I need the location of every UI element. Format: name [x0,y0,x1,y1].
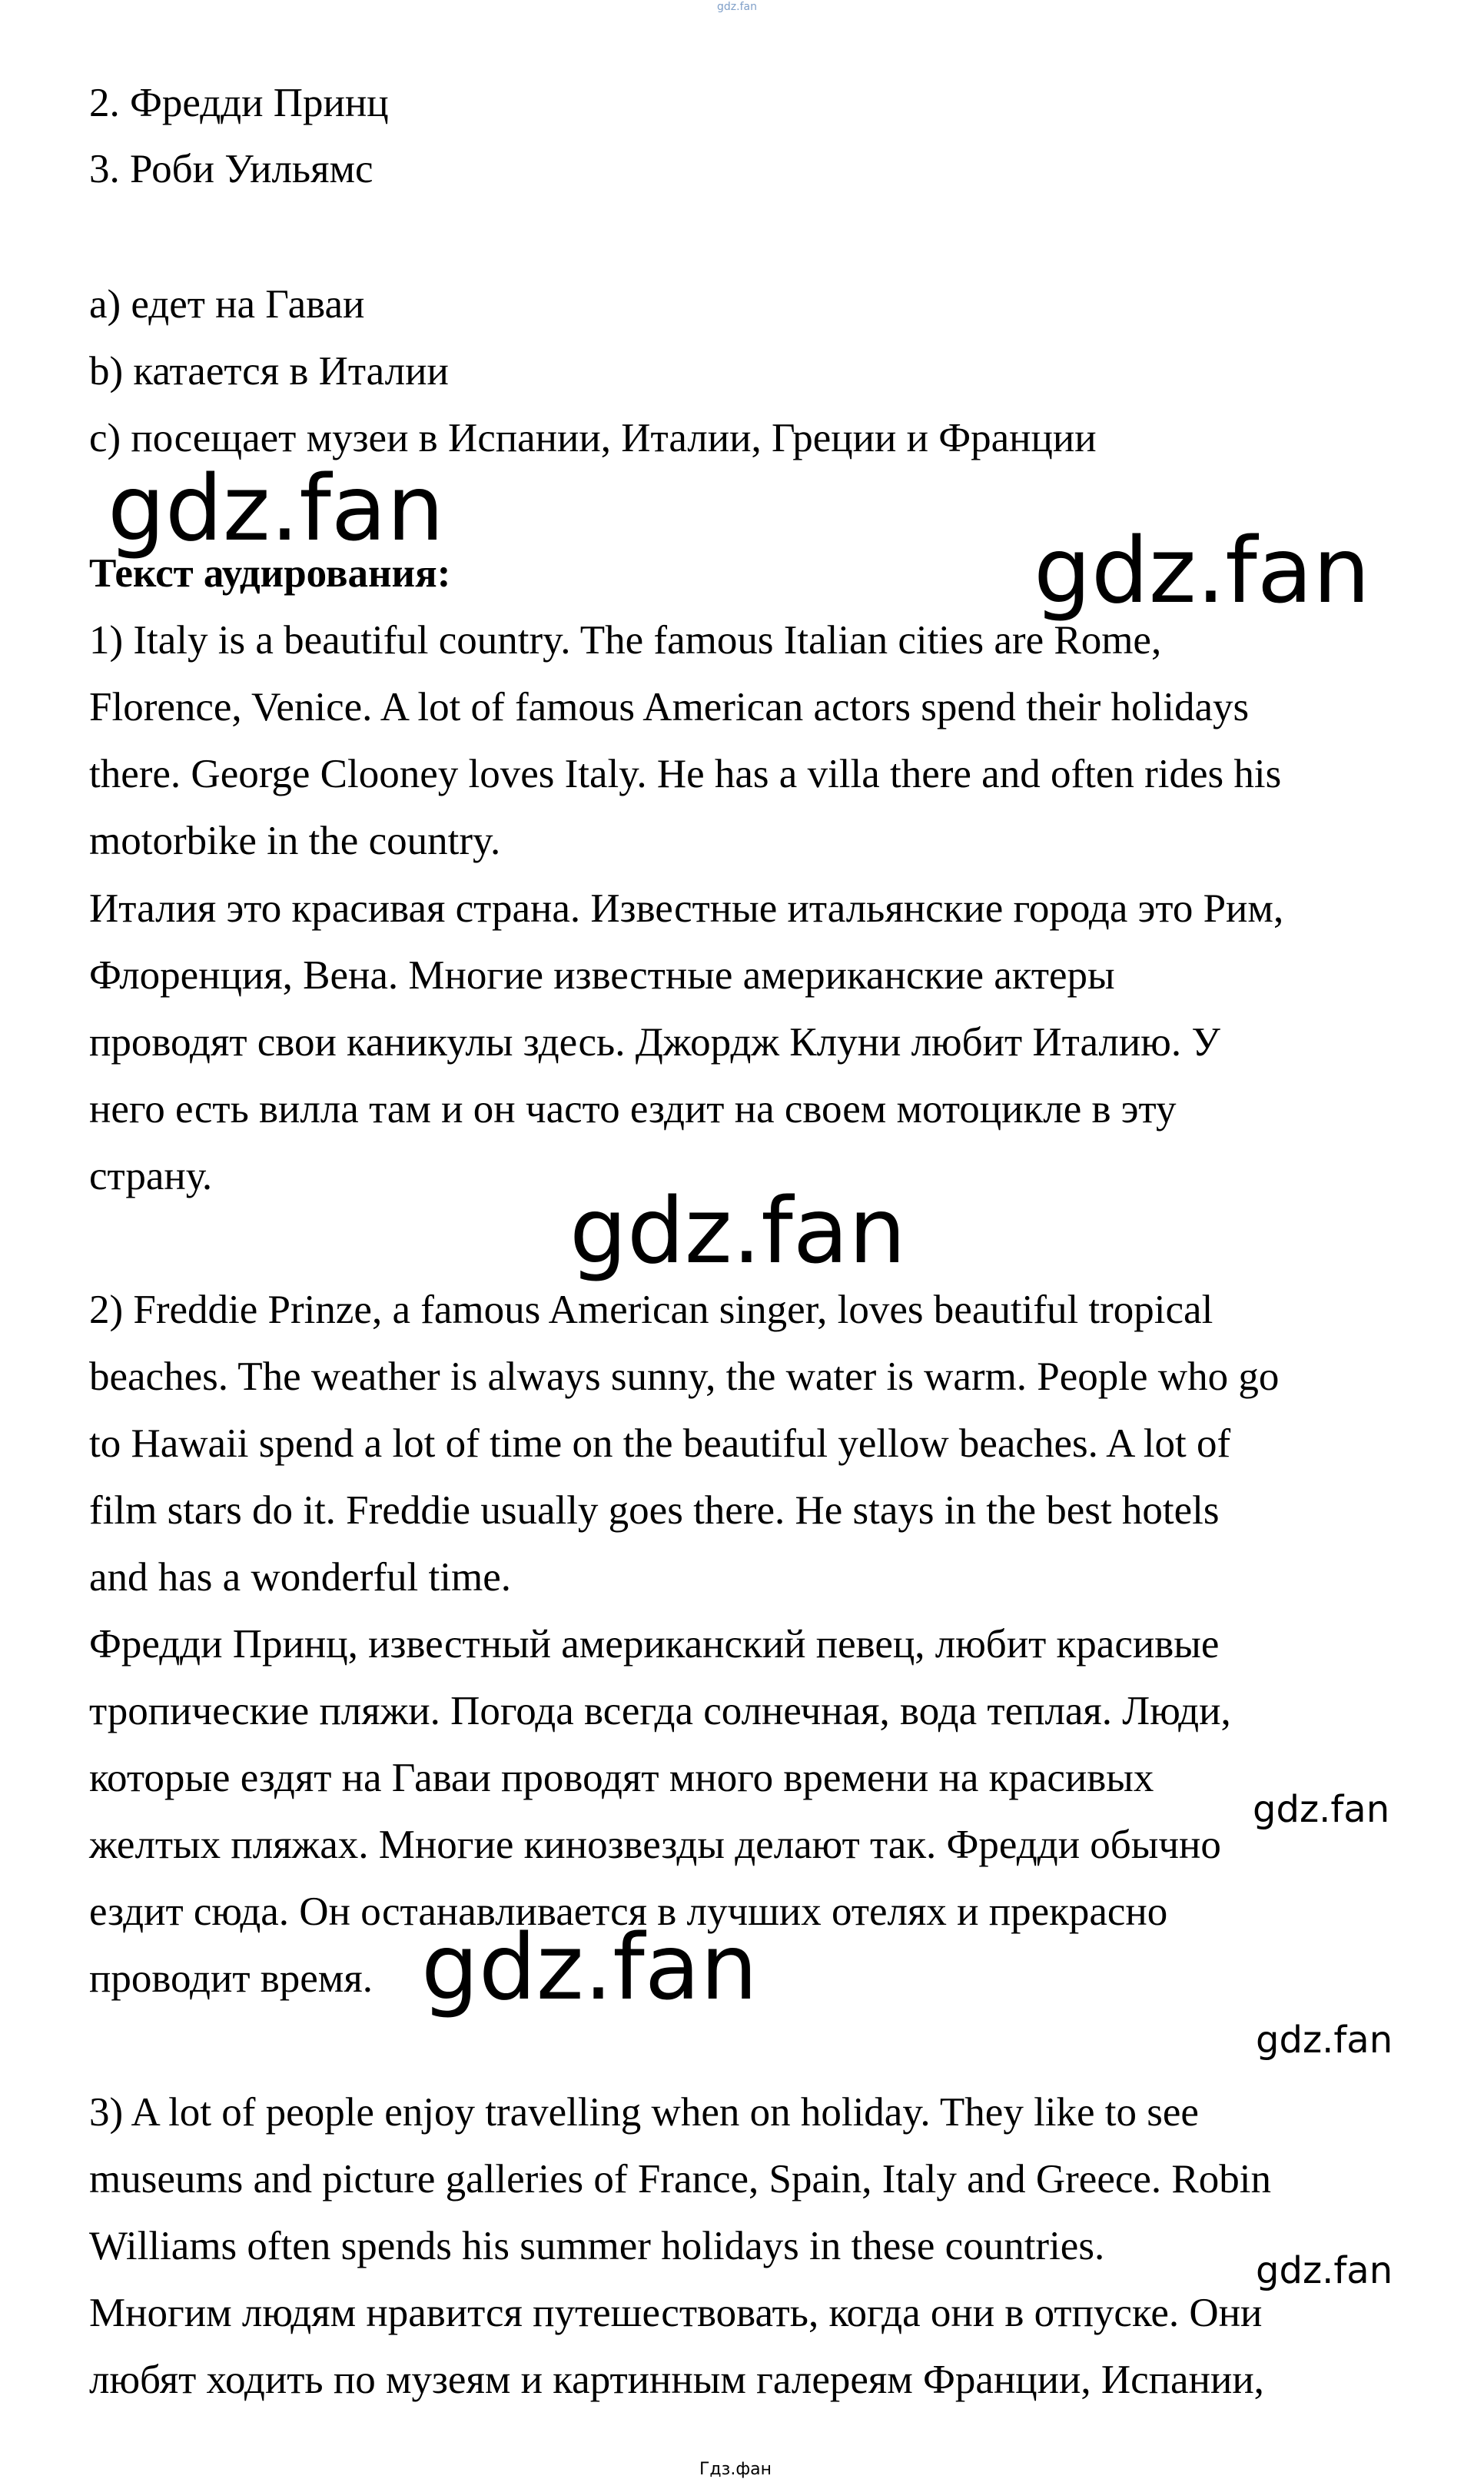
watermark-big-2: gdz.fan [1034,517,1370,623]
text-line: 3) A lot of people enjoy travelling when on holiday. They like to see [89,2090,1199,2135]
watermark-big-1: gdz.fan [108,455,444,561]
text-line: страну. [89,1154,213,1198]
answer-c: c) посещает музеи в Испании, Италии, Греции и Франции [89,416,1097,460]
answer-a: a) едет на Гаваи [89,282,365,327]
text-line: Флоренция, Вена. Многие известные американские актеры [89,953,1115,998]
text-line: ездит сюда. Он останавливается в лучших отелях и прекрасно [89,1889,1168,1934]
text-line: желтых пляжах. Многие кинозвезды делают так. Фредди обычно [89,1823,1221,1867]
text-line: there. George Clooney loves Italy. He has a villa there and often rides his [89,752,1282,796]
text-line: film stars do it. Freddie usually goes there. He stays in the best hotels [89,1488,1220,1533]
text-line: Многим людям нравится путешествовать, когда они в отпуске. Они [89,2291,1263,2335]
name-line-2: 2. Фредди Принц [89,81,389,125]
watermark-big-4: gdz.fan [421,1914,758,2020]
text-line: него есть вилла там и он часто ездит на своем мотоцикле в эту [89,1087,1177,1132]
text-line: любят ходить по музеям и картинным галереям Франции, Испании, [89,2358,1264,2402]
text-line: Florence, Venice. A lot of famous American actors spend their holidays [89,685,1250,729]
text-line: которые ездят на Гаваи проводят много времени на красивых [89,1756,1154,1800]
text-line: проводят свои каникулы здесь. Джордж Клуни любит Италию. У [89,1020,1220,1065]
text-line: 1) Italy is a beautiful country. The famous Italian cities are Rome, [89,618,1162,663]
text-line: Италия это красивая страна. Известные итальянские города это Рим, [89,886,1284,931]
text-line: and has a wonderful time. [89,1555,511,1600]
text-line: тропические пляжи. Погода всегда солнечная, вода теплая. Люди, [89,1689,1231,1733]
text-line: Williams often spends his summer holidays in these countries. [89,2224,1105,2268]
name-line-3: 3. Роби Уильямс [89,147,373,191]
text-line: проводит время. [89,1956,373,2001]
text-line: beaches. The weather is always sunny, the water is warm. People who go [89,1354,1280,1399]
watermark-big-3: gdz.fan [569,1178,906,1284]
text-line: museums and picture galleries of France, Spain, Italy and Greece. Robin [89,2157,1271,2202]
watermark-small-2: gdz.fan [1256,2019,1393,2062]
text-line: 2) Freddie Prinze, a famous American singer, loves beautiful tropical [89,1288,1213,1332]
answer-b: b) катается в Италии [89,349,449,394]
top-watermark: gdz.fan [717,1,757,13]
section-heading: Текст аудирования: [89,551,451,596]
text-line: motorbike in the country. [89,819,501,863]
text-line: Фредди Принц, известный американский певец, любит красивые [89,1622,1220,1667]
watermark-small-3: gdz.fan [1256,2249,1393,2292]
watermark-small-1: gdz.fan [1253,1788,1390,1831]
footer-watermark: Гдз.фан [699,2460,772,2479]
text-line: to Hawaii spend a lot of time on the beautiful yellow beaches. A lot of [89,1421,1231,1466]
